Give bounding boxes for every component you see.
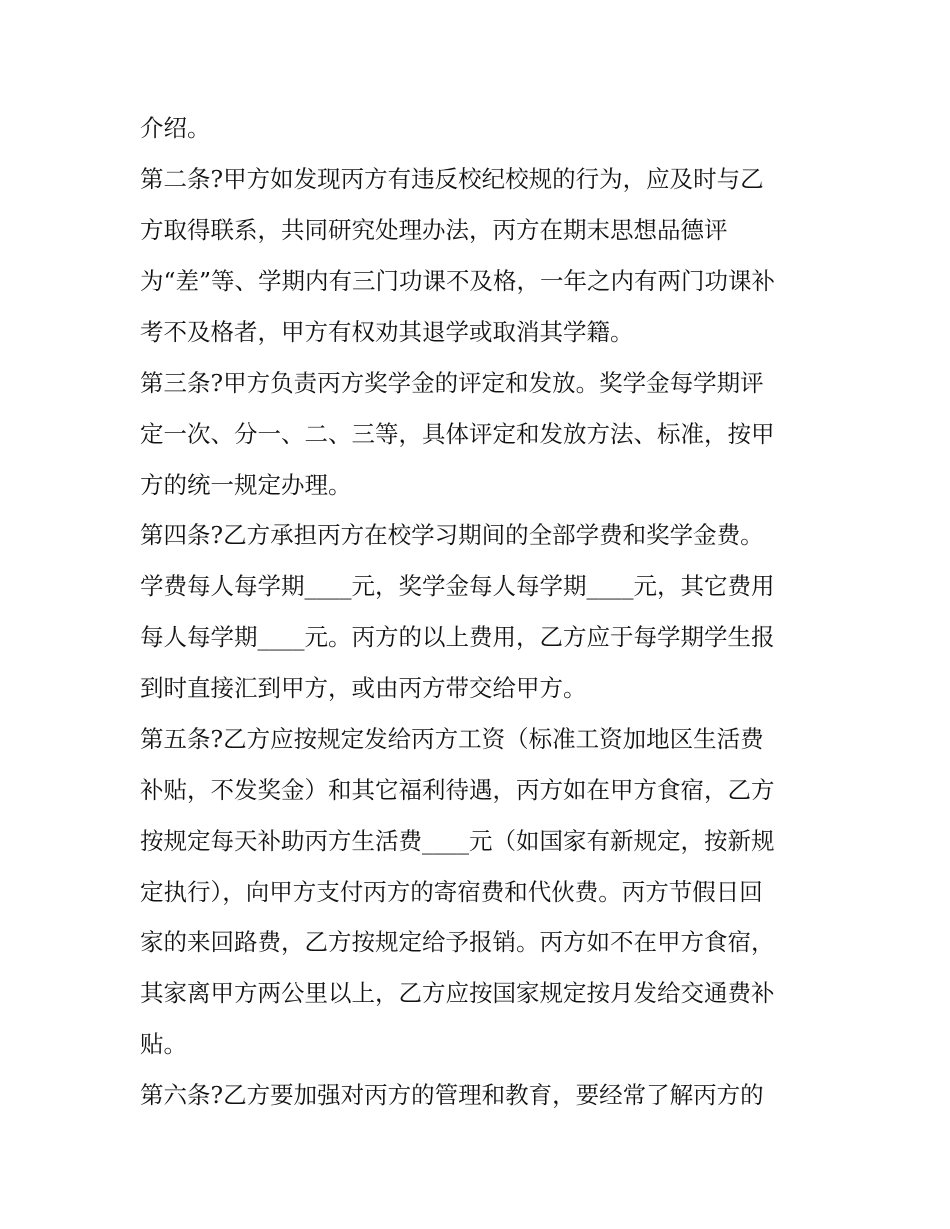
text-line: 补贴，不发奖金）和其它福利待遇，丙方如在甲方食宿，乙方 (140, 776, 775, 804)
text-line: 第二条?甲方如发现丙方有违反校纪校规的行为，应及时与乙 (140, 165, 764, 193)
text-line: 考不及格者，甲方有权劝其退学或取消其学籍。 (140, 318, 634, 346)
text-line: 方取得联系，共同研究处理办法，丙方在期末思想品德评 (140, 216, 728, 244)
text-line: 介绍。 (140, 114, 211, 142)
text-line: 第四条?乙方承担丙方在校学习期间的全部学费和奖学金费。 (140, 521, 764, 549)
text-line: 定执行），向甲方支付丙方的寄宿费和代伙费。丙方节假日回 (140, 878, 763, 906)
text-line: 为“差”等、学期内有三门功课不及格，一年之内有两门功课补 (140, 267, 776, 295)
text-line: 到时直接汇到甲方，或由丙方带交给甲方。 (140, 674, 587, 702)
text-line: 贴。 (140, 1030, 187, 1058)
text-line: 其家离甲方两公里以上，乙方应按国家规定按月发给交通费补 (140, 979, 775, 1007)
text-line: 第六条?乙方要加强对丙方的管理和教育，要经常了解丙方的 (140, 1081, 764, 1109)
text-line: 家的来回路费，乙方按规定给予报销。丙方如不在甲方食宿， (140, 928, 775, 956)
text-line: 定一次、分一、二、三等，具体评定和发放方法、标准，按甲 (140, 420, 775, 448)
text-line: 方的统一规定办理。 (140, 471, 352, 499)
text-line: 第三条?甲方负责丙方奖学金的评定和发放。奖学金每学期评 (140, 369, 764, 397)
text-line: 第五条?乙方应按规定发给丙方工资（标准工资加地区生活费 (140, 725, 764, 753)
text-line: 学费每人每学期____元，奖学金每人每学期____元，其它费用 (140, 572, 775, 600)
text-line: 按规定每天补助丙方生活费____元（如国家有新规定，按新规 (140, 827, 775, 855)
text-line: 每人每学期____元。丙方的以上费用，乙方应于每学期学生报 (140, 623, 775, 651)
